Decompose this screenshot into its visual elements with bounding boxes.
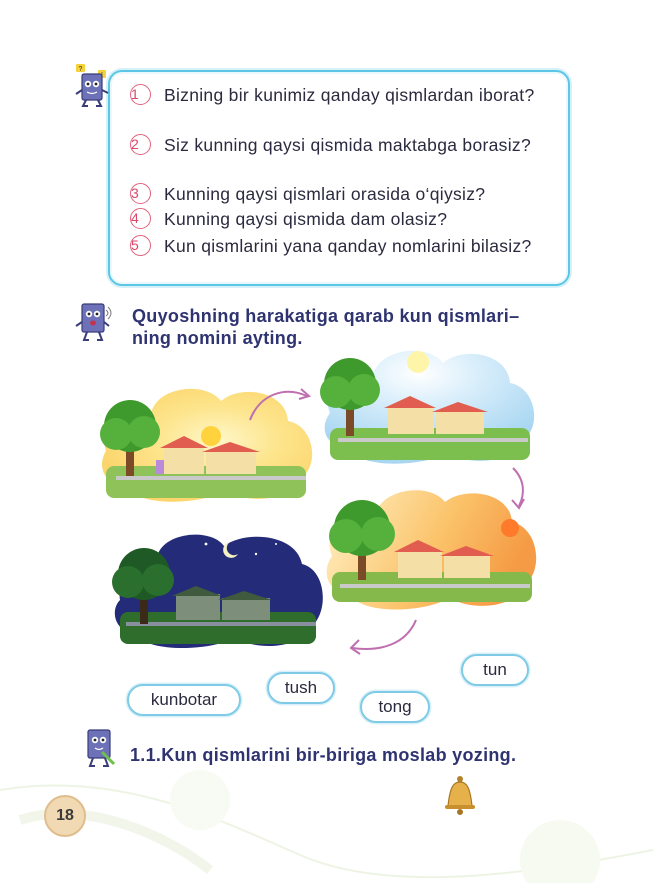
question-number: 4 [130,208,151,229]
bell-icon [440,774,480,816]
question-3 [131,183,556,205]
question-text: Bizning bir kunimiz qanday qismlardan iborat? [164,85,535,105]
question-1 [131,84,556,106]
question-number: 5 [130,235,151,256]
noon-scene-image [318,338,540,468]
task-2-heading: 1.1.Kun qismlarini bir-biriga moslab yozing. [130,745,517,765]
word-kunbotar: kunbotar [127,684,241,716]
thinking-book-icon [72,62,112,108]
question-number: 2 [130,134,151,155]
arrow-evening-to-night-icon [346,618,422,658]
task-1-line-2: ning nomini ayting. [132,328,303,348]
night-scene-image [106,524,328,654]
question-text: Kun qismlarini yana qanday nomlarini bilasiz? [164,236,532,256]
page-number: 18 [44,795,86,837]
svg-text:?: ? [78,66,83,73]
word-tush: tush [267,672,335,704]
question-4 [131,208,556,230]
question-text: Siz kunning qaysi qismida maktabga borasiz? [164,135,531,155]
question-5 [131,235,556,257]
speaking-book-icon [74,300,114,346]
word-tong: tong [360,691,430,723]
evening-scene-image [320,476,542,616]
question-text: Kunning qaysi qismlari orasida o‘qiysiz? [164,184,486,204]
task-1-line-1: Quyoshning harakatiga qarab kun qismlari– [132,306,520,326]
writing-book-icon [80,726,120,772]
word-tun: tun [461,654,529,686]
arrow-morning-to-noon-icon [245,384,315,424]
question-text: Kunning qaysi qismida dam olasiz? [164,209,448,229]
question-number: 1 [130,84,151,105]
question-2 [131,134,556,156]
background-swirl [0,760,653,883]
question-number: 3 [130,183,151,204]
